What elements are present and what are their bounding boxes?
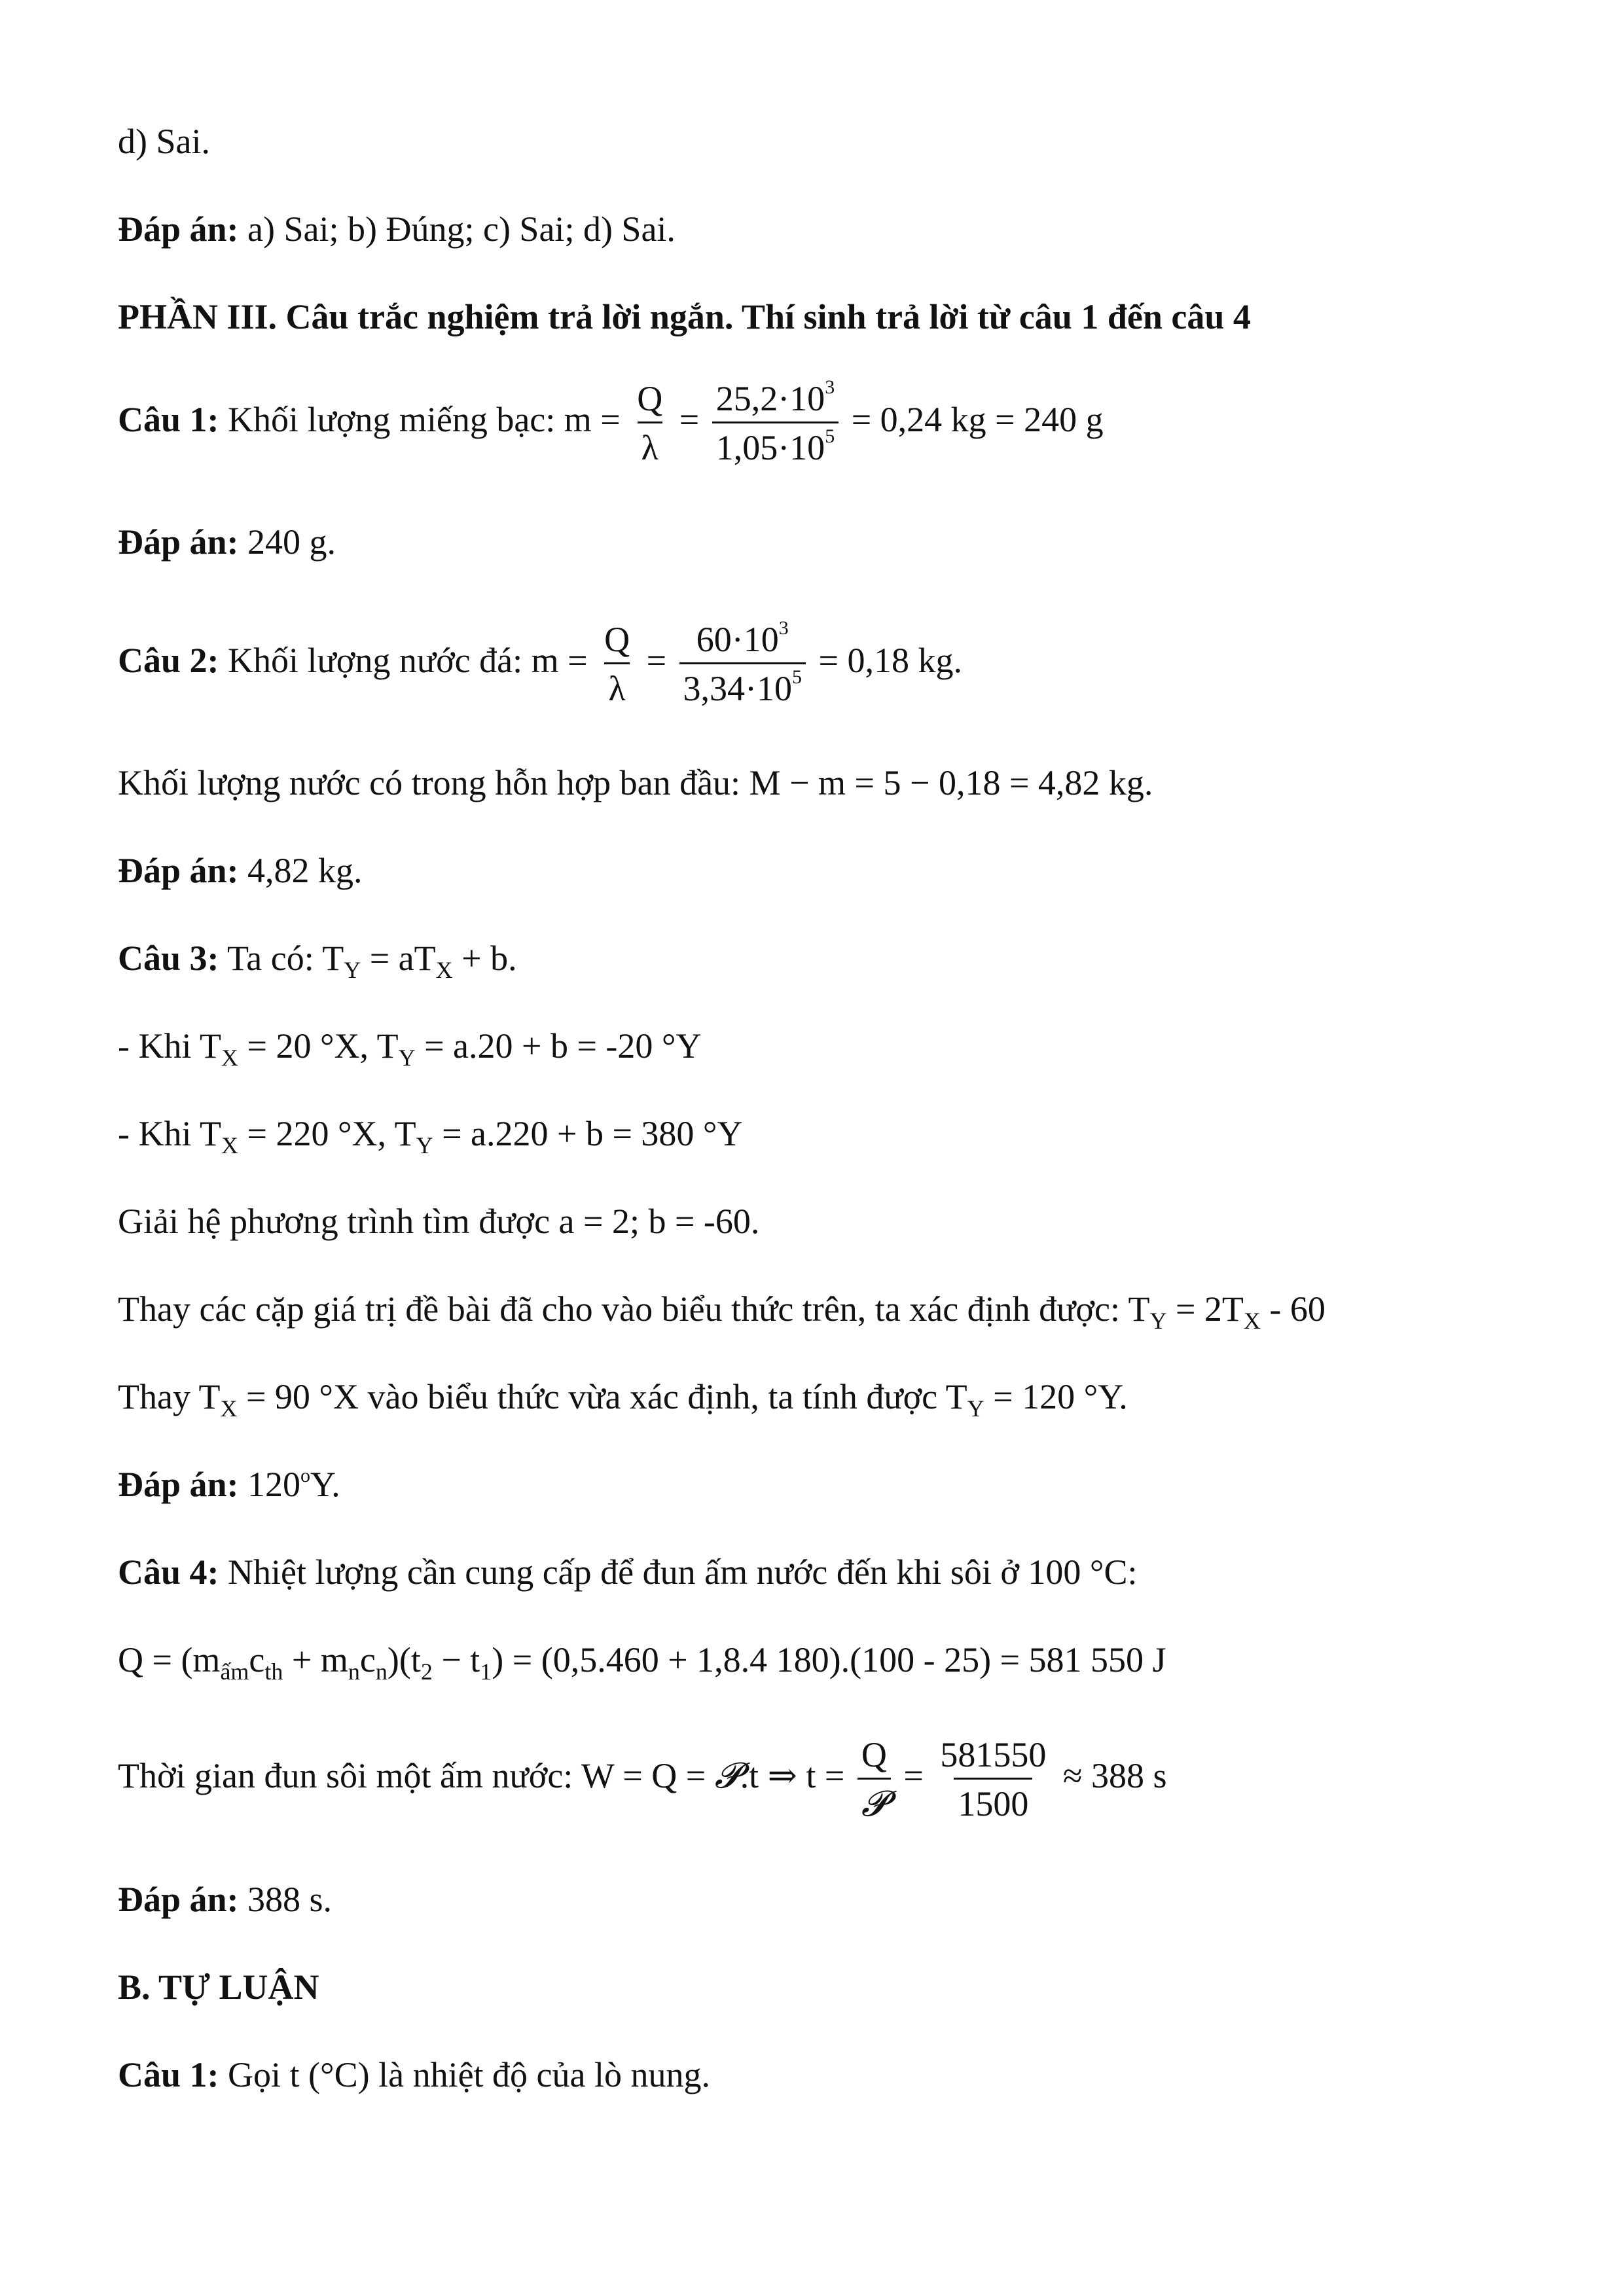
question-1-line: Câu 1: Khối lượng miếng bạc: m = $\frac{Q}{\lambda}$ = $\frac{25,2\cdot 10^3}{1,05\cdot 10^5}$ = 0,24 kg = 240 g: [118, 376, 1104, 467]
substitute-line: Thay các cặp giá trị đề bài đã cho vào biểu thức trên, ta xác định được: $T_Y = 2T_X - 60$: [118, 1289, 1326, 1334]
fraction: $\frac{581550}{1500}$: [940, 1735, 1047, 1823]
solve-line: Giải hệ phương trình tìm được a = 2; b = -60.: [118, 1202, 760, 1241]
fraction: $\frac{60\cdot 10^3}{3,34\cdot 10^5}$: [679, 620, 806, 708]
question-2-line: Câu 2: Khối lượng nước đá: m = $\frac{Q}{\lambda}$ = $\frac{60\cdot 10^3}{3,34\cdot 10^5}$ = 0,18 kg.: [118, 617, 962, 708]
compute-line: Thay $T_X = 90$ °X vào biểu thức vừa xác định, ta tính được $T_Y = 120$ °Y.: [118, 1377, 1128, 1422]
answer-4-line: Đáp án: 388 s.: [118, 1880, 333, 1919]
mass-equation: m = $\frac{Q}{\lambda}$ = $\frac{60\cdot 10^3}{3,34\cdot 10^5}$ = 0,18 kg.: [531, 617, 962, 708]
fraction: $\frac{Q}{\lambda}$: [604, 620, 630, 708]
case-2-line: - Khi $T_X = 220$ °X, $T_Y = a.220 + b = 380$ °Y: [118, 1114, 743, 1158]
answer-d-line: d) Sai.: [118, 122, 210, 161]
fraction: $\frac{Q}{\lambda}$: [637, 379, 663, 467]
question-label: Câu 2:: [118, 640, 219, 680]
section-title: PHẦN III. Câu trắc nghiệm trả lời ngắn. Thí sinh trả lời từ câu 1 đến câu 4: [118, 297, 1251, 336]
question-label: Câu 3:: [118, 939, 219, 978]
case-1-line: - Khi $T_X = 20$ °X, $T_Y = a.20 + b = -20$ °Y: [118, 1026, 702, 1071]
question-label: Câu 1:: [118, 2055, 219, 2094]
question-3-line: Câu 3: Ta có: $T_Y = aT_X + b$.: [118, 939, 517, 983]
answer-summary-line: Đáp án: a) Sai; b) Đúng; c) Sai; d) Sai.: [118, 209, 676, 249]
question-label: Câu 1:: [118, 399, 219, 439]
heat-equation-line: $Q = (m_{ấm}c_{th} + m_nc_n)(t_2 - t_1) = (0,5.460 + 1,8.4$ 180).(100 - 25) = 581 550 J: [118, 1640, 1166, 1685]
question-label: Câu 4:: [118, 1552, 219, 1592]
answer-3-line: Đáp án: 120$^o$Y.: [118, 1465, 340, 1504]
part-b-question-1: Câu 1: Gọi t (°C) là nhiệt độ của lò nung.: [118, 2055, 710, 2094]
answer-1-line: Đáp án: 240 g.: [118, 522, 336, 562]
fraction: $\frac{Q}{\text{𝓟}}$: [857, 1736, 891, 1823]
water-mass-line: Khối lượng nước có trong hỗn hợp ban đầu: M − m = 5 − 0,18 = 4,82 kg.: [118, 763, 1153, 802]
fraction: $\frac{25,2\cdot 10^3}{1,05\cdot 10^5}$: [712, 380, 839, 467]
time-equation: W = Q = 𝓟.t ⇒ t = $\frac{Q}{\text{𝓟}}$ = $\frac{581550}{1500}$ ≈ 388 s: [581, 1735, 1167, 1824]
answer-2-line: Đáp án: 4,82 kg.: [118, 851, 363, 890]
time-line: Thời gian đun sôi một ấm nước: W = Q = 𝓟.t ⇒ t = $\frac{Q}{\text{𝓟}}$ = $\frac{581550}{1500}$ ≈ 388 s: [118, 1735, 1167, 1824]
part-b-title: B. TỰ LUẬN: [118, 1967, 319, 2007]
answer-label: Đáp án:: [118, 209, 239, 249]
mass-equation: m = $\frac{Q}{\lambda}$ = $\frac{25,2\cdot 10^3}{1,05\cdot 10^5}$ = 0,24 kg = 240 g: [564, 376, 1104, 467]
question-4-line: Câu 4: Nhiệt lượng cần cung cấp để đun ấm nước đến khi sôi ở 100 °C:: [118, 1552, 1138, 1592]
